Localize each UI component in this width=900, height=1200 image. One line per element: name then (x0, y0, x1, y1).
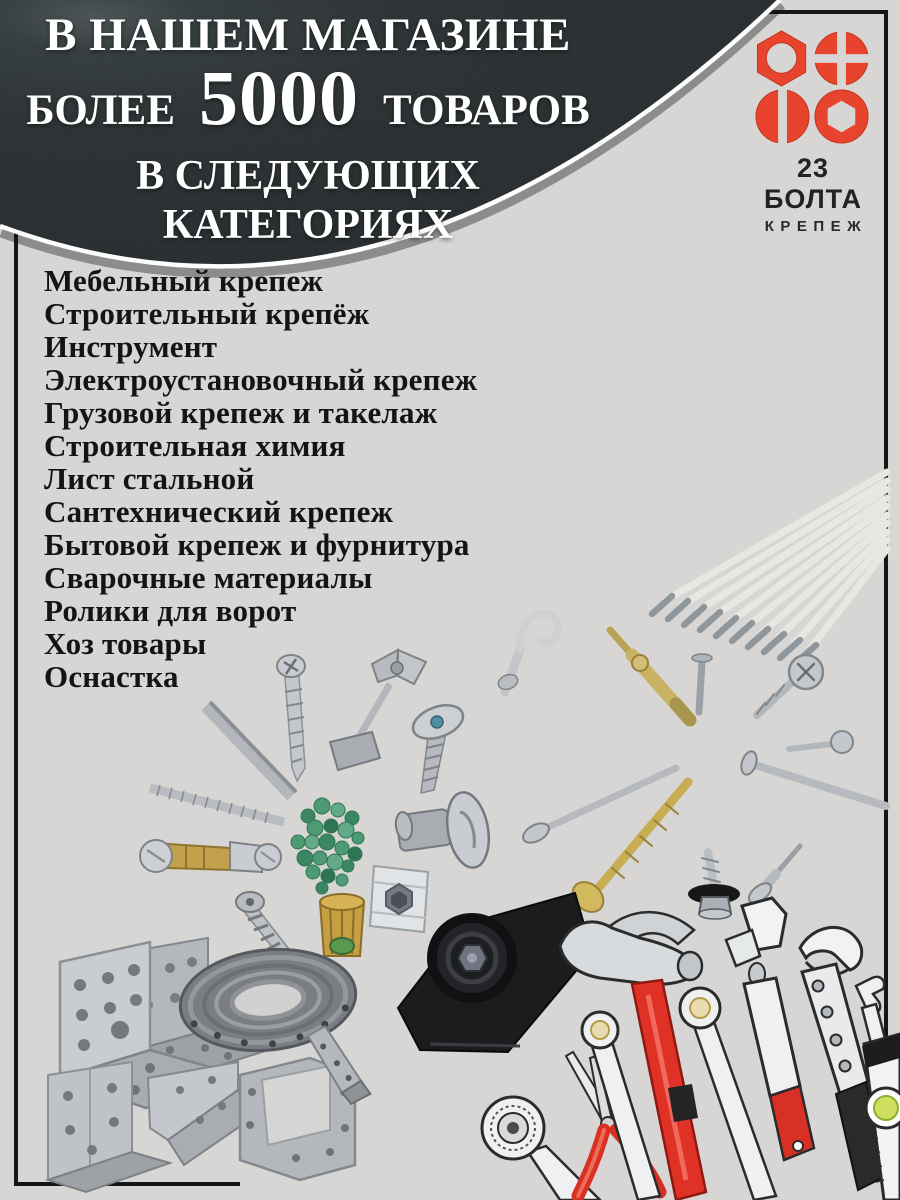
clear-barrel-nut-icon (370, 866, 428, 932)
inter-screw-icon (140, 840, 281, 872)
green-dowel-pile-icon (291, 798, 364, 894)
category-item: Грузовой крепеж и такелаж (44, 395, 438, 430)
header-line4: КАТЕГОРИЯХ (162, 202, 454, 248)
frame-anchor-nail-icon (739, 749, 886, 806)
nail-icon (520, 768, 676, 847)
header-line2-prefix: БОЛЕЕ (26, 87, 176, 134)
phillips-screw-icon (277, 655, 305, 781)
category-item: Оснастка (44, 659, 179, 694)
pin-rivet-icon (692, 654, 712, 712)
welding-electrodes-image (652, 472, 887, 663)
press-washer-screw-icon (757, 655, 823, 715)
category-item: Бытовой крепеж и фурнитура (44, 527, 470, 562)
category-item: Лист стальной (44, 461, 255, 496)
cam-lock-icon (394, 789, 494, 871)
furniture-fasteners-image (140, 650, 494, 957)
category-item: Сварочные материалы (44, 560, 373, 595)
logo-subtitle: КРЕПЕЖ (764, 218, 868, 235)
euro-screw-icon (236, 892, 288, 957)
category-item: Строительный крепёж (44, 296, 370, 331)
category-item: Хоз товары (44, 626, 207, 661)
header-line3: В СЛЕДУЮЩИХ (136, 153, 480, 199)
category-item: Электроустановочный крепеж (44, 362, 478, 397)
category-item: Мебельный крепеж (44, 263, 324, 298)
header-product-count: 5000 (199, 54, 360, 141)
category-item: Сантехнический крепеж (44, 494, 394, 529)
brass-insert-icon (320, 894, 364, 956)
sleeve-anchor-icon (610, 630, 690, 720)
small-screw-icon (789, 731, 853, 753)
threaded-rod-icon (150, 785, 284, 823)
hook-anchor-image (496, 613, 558, 692)
gate-roller-image (398, 893, 592, 1052)
roofing-screw-icon (688, 852, 740, 919)
screws-nails-rivets-image (520, 630, 886, 919)
square-key-rod-icon (206, 702, 296, 796)
wing-anchor-icon (330, 650, 426, 770)
category-item: Строительная химия (44, 428, 346, 463)
gold-screw-icon (567, 782, 688, 918)
logo-title: 23 БОЛТА (764, 153, 862, 214)
furniture-bolt-icon (408, 699, 467, 793)
header-line2-suffix: ТОВАРОВ (383, 87, 590, 134)
category-item: Инструмент (44, 329, 218, 364)
flat-plate (148, 1062, 252, 1165)
category-item: Ролики для ворот (44, 593, 297, 628)
header-line1: В НАШЕМ МАГАЗИНЕ (45, 9, 571, 61)
